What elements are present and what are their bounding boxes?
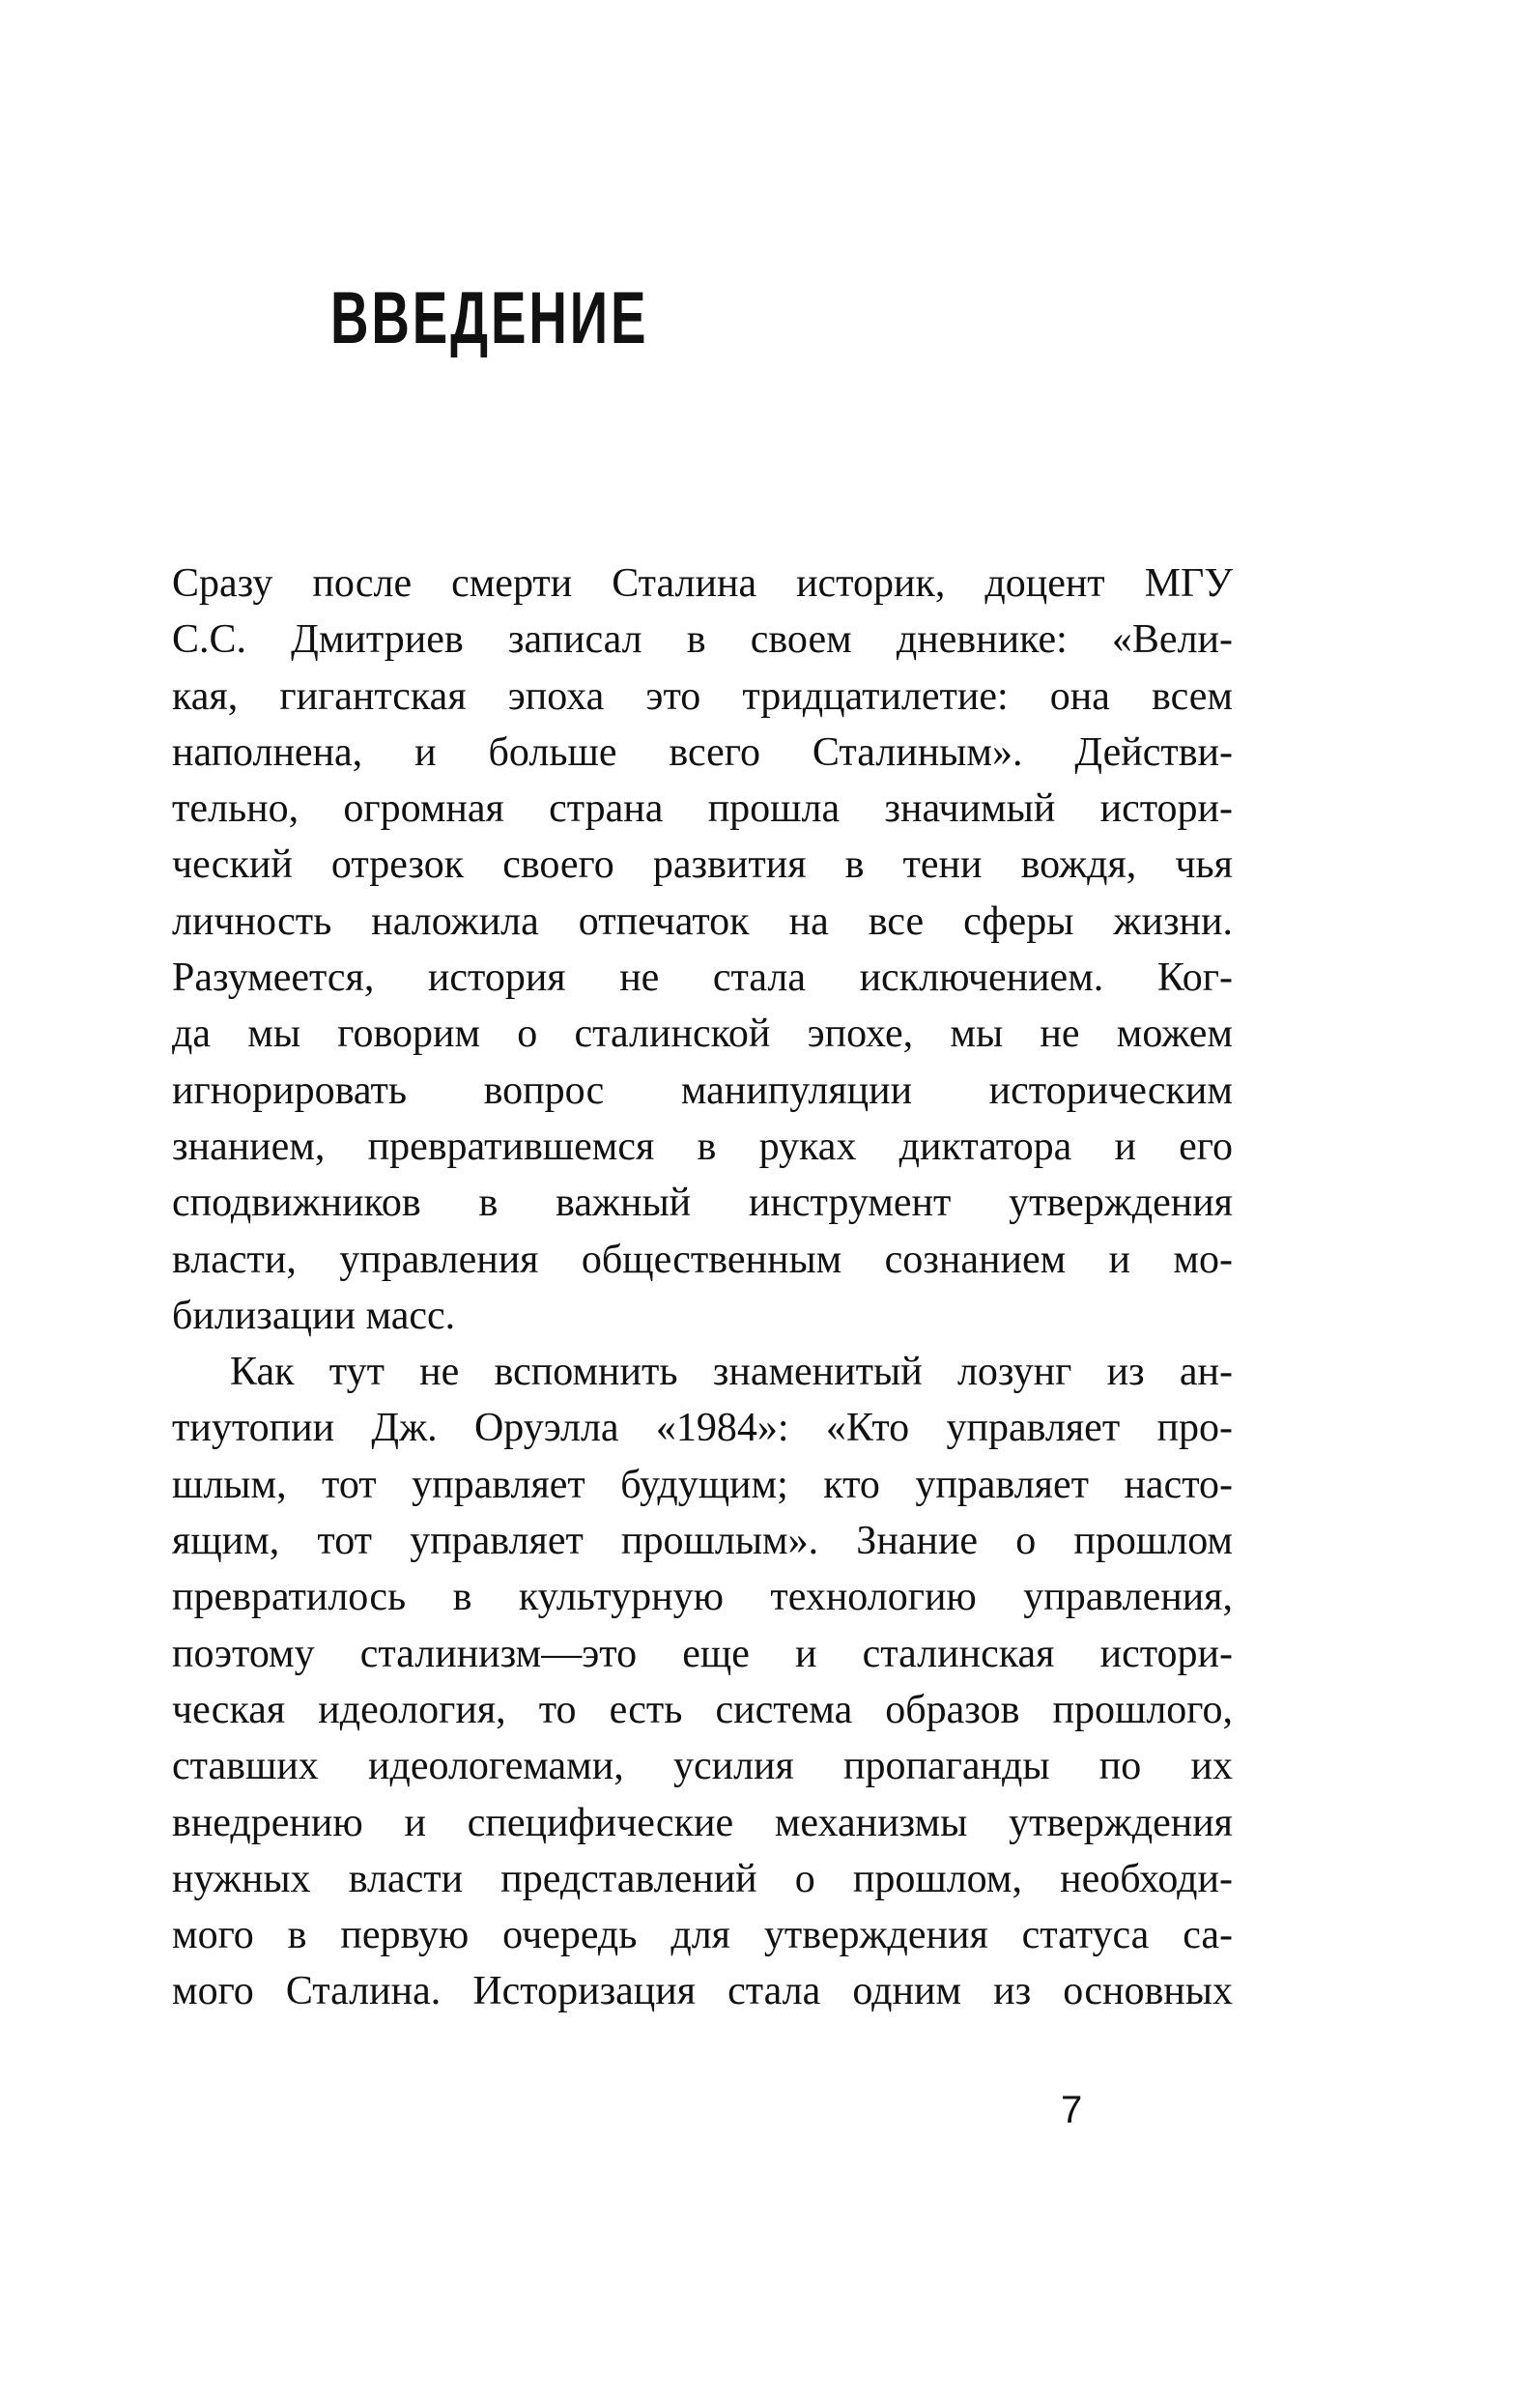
text-line: сподвижников в важный инструмент утверждения [172,1181,1233,1226]
text-line: мого в первую очередь для утверждения статуса са- [172,1913,1233,1958]
text-line: ческая идеология, то есть система образов прошлого, [172,1687,1233,1732]
text-line: да мы говорим о сталинской эпохе, мы не можем [172,1012,1233,1057]
text-line: шлым, тот управляет будущим; кто управляет насто- [172,1462,1233,1507]
text-line: власти, управления общественным сознанием и мо- [172,1237,1233,1282]
text-line: игнорировать вопрос манипуляции историческим [172,1068,1233,1113]
text-line: знанием, превратившемся в руках диктатора и его [172,1124,1233,1169]
text-line: кая, гигантская эпоха это тридцатилетие: она всем [172,673,1233,719]
text-line: Разумеется, история не стала исключением. Ког- [172,956,1233,1001]
text-line: Сразу после смерти Сталина историк, доцент МГУ [172,561,1233,606]
text-line: ящим, тот управляет прошлым». Знание о прошлом [172,1519,1233,1564]
text-line: С.С. Дмитриев записал в своем дневнике: «Вели- [172,617,1233,663]
text-line: тиутопии Дж. Оруэлла «1984»: «Кто управляет про- [172,1406,1233,1451]
text-line: наполнена, и больше всего Сталиным». Действи- [172,729,1233,775]
text-line: превратилось в культурную технологию управления, [172,1575,1233,1620]
text-line: мого Сталина. Историзация стала одним из основных [172,1969,1233,2014]
text-line: тельно, огромная страна прошла значимый истори- [172,786,1233,832]
text-line: поэтому сталинизм—это еще и сталинская истори- [172,1631,1233,1676]
text-line: ставших идеологемами, усилия пропаганды по их [172,1744,1233,1789]
text-line: внедрению и специфические механизмы утверждения [172,1800,1233,1845]
text-line: билизации масс. [172,1293,456,1338]
text-line: Как тут не вспомнить знаменитый лозунг из ан- [230,1350,1233,1395]
page-number: 7 [1061,2089,1083,2131]
text-line: личность наложила отпечаток на все сферы жизни. [172,898,1233,944]
text-line: нужных власти представлений о прошлом, необходи- [172,1856,1233,1901]
chapter-title: ВВЕДЕНИЕ [330,277,649,359]
body-text [172,556,1233,2020]
text-line: ческий отрезок своего развития в тени вождя, чья [172,842,1233,888]
